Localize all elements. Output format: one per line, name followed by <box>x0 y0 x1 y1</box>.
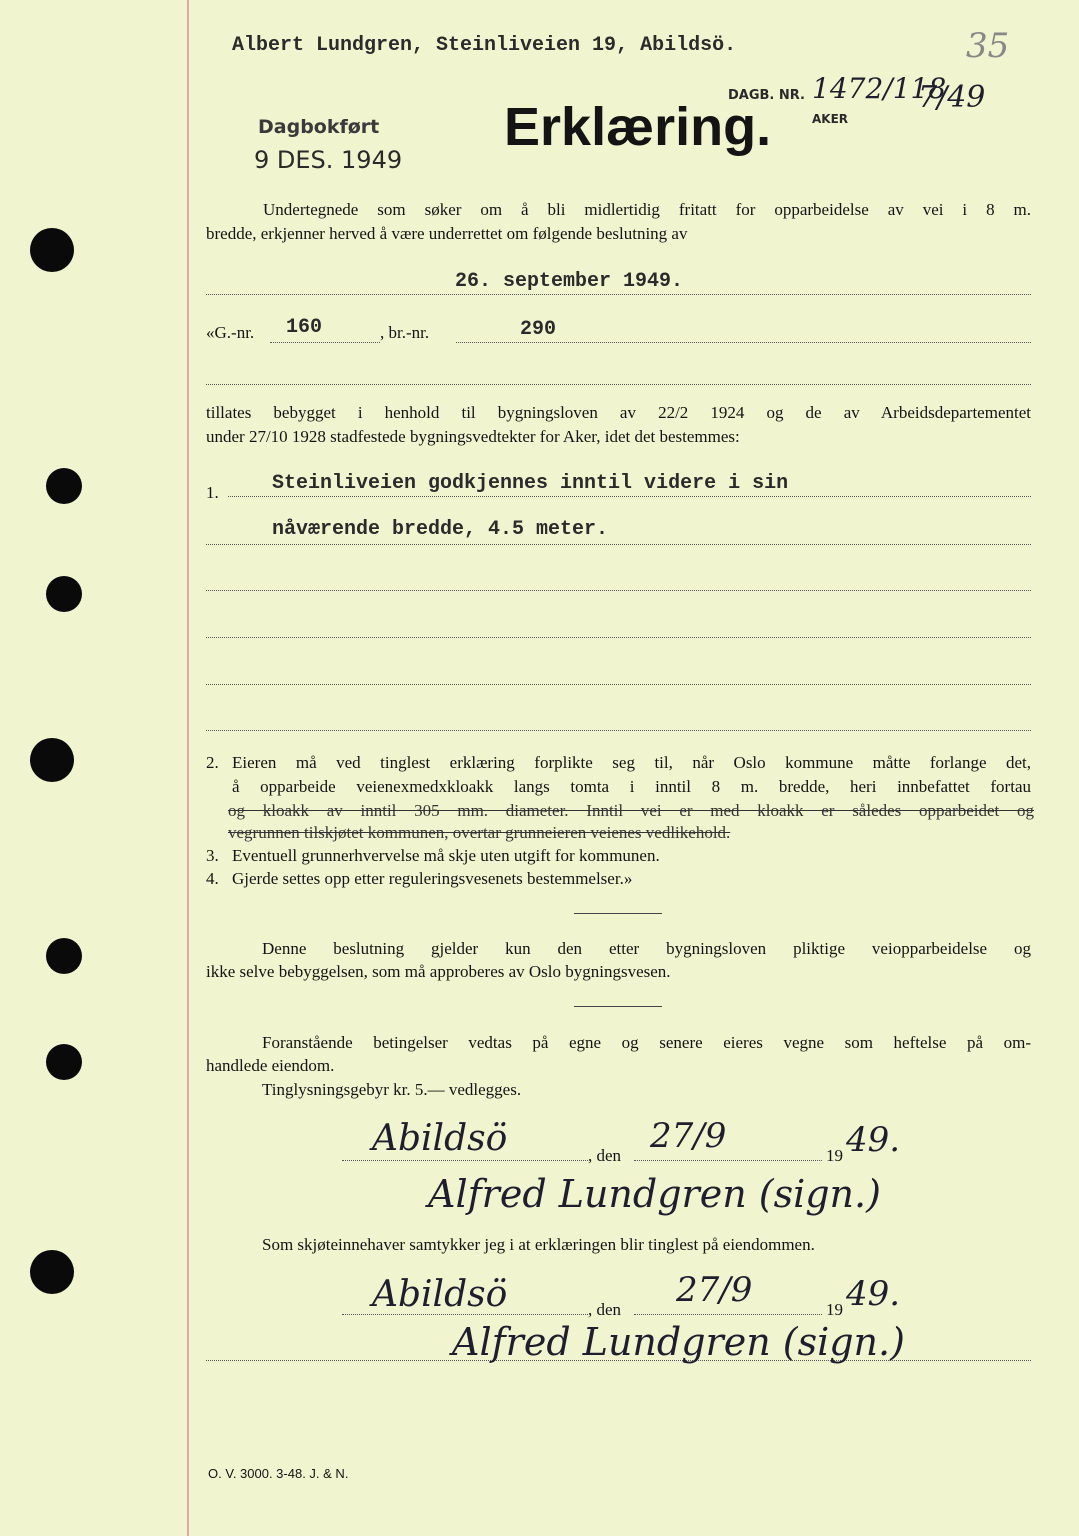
condition-line <box>228 496 1031 497</box>
sign1-den-label: , den <box>588 1146 622 1165</box>
stamp-date: 9 DES. 1949 <box>254 146 403 174</box>
intro-line-1: Undertegnede som søker om å bli midlertidig fritatt for opparbeidelse av vei i 8 m. <box>263 200 1031 219</box>
aker-label: AKER <box>812 112 849 126</box>
condition-4-number: 4. <box>206 869 219 888</box>
condition-line <box>206 637 1031 638</box>
punch-hole <box>46 1044 82 1080</box>
closing-line-1: Foranstående betingelser vedtas på egne og senere eieres vegne som heftelse på om- <box>262 1033 1031 1052</box>
page-number: 35 <box>966 26 1010 66</box>
section-divider <box>574 913 662 914</box>
bnr-value: 290 <box>520 318 557 341</box>
stamp-label: Dagbokført <box>258 116 380 138</box>
closing-line-2: handlede eiendom. <box>206 1056 335 1075</box>
punch-hole <box>46 468 82 504</box>
condition-1-line-2: nåværende bredde, 4.5 meter. <box>272 518 609 541</box>
condition-2-number: 2. <box>206 753 219 772</box>
place-line <box>342 1160 588 1161</box>
sign2-signature: Alfred Lundgren (sign.) <box>452 1320 905 1364</box>
condition-2-struck-line-1: og kloakk av inntil 305 mm. diameter. Inntil vei er med kloakk er således opparbeidet og <box>228 801 1034 820</box>
punch-hole <box>30 738 74 782</box>
header-address: Albert Lundgren, Steinliveien 19, Abildsö. <box>232 34 737 57</box>
consent-text: Som skjøteinnehaver samtykker jeg i at erklæringen blir tinglest på eiendommen. <box>262 1235 815 1254</box>
sign1-year-suffix: 49. <box>846 1120 901 1160</box>
bnr-line <box>456 342 1031 343</box>
intro-line-2: bredde, erkjenner herved å være underrettet om følgende beslutning av <box>206 224 688 243</box>
sign2-year-suffix: 49. <box>846 1274 901 1314</box>
date-line <box>634 1314 822 1315</box>
condition-2-struck-line-2: vegrunnen tilskjøtet kommunen, overtar grunneieren veienes vedlikehold. <box>228 823 731 842</box>
sign1-signature: Alfred Lundgren (sign.) <box>428 1172 881 1216</box>
date-line <box>206 294 1031 295</box>
decision-date: 26. september 1949. <box>455 270 684 293</box>
closing-line-3: Tinglysningsgebyr kr. 5.— vedlegges. <box>262 1080 522 1099</box>
condition-1-line-1: Steinliveien godkjennes inntil videre i sin <box>272 472 789 495</box>
punch-hole <box>46 576 82 612</box>
condition-2-line-2: å opparbeide veienexmedxkloakk langs tomta i inntil 8 m. bredde, heri innbefattet fortau <box>232 777 1031 796</box>
sign2-den-label: , den <box>588 1300 622 1319</box>
punch-hole <box>46 938 82 974</box>
sign1-place: Abildsö <box>372 1118 508 1159</box>
section-divider <box>574 1006 662 1007</box>
condition-1-number: 1. <box>206 483 219 502</box>
sign1-date: 27/9 <box>650 1116 727 1156</box>
condition-3-number: 3. <box>206 846 219 865</box>
condition-2-line-1: Eieren må ved tinglest erklæring forplikte seg til, når Oslo kommune måtte forlange det, <box>232 753 1031 772</box>
form-footer: O. V. 3000. 3-48. J. & N. <box>208 1466 349 1481</box>
condition-line <box>206 684 1031 685</box>
permit-line-1: tillates bebygget i henhold til bygningsloven av 22/2 1924 og de av Arbeidsdepartementet <box>206 403 1031 422</box>
note-line-1: Denne beslutning gjelder kun den etter bygningsloven pliktige veiopparbeidelse og <box>262 939 1031 958</box>
gnr-value: 160 <box>286 316 323 339</box>
sign2-place: Abildsö <box>372 1274 508 1315</box>
condition-3-text: Eventuell grunnerhvervelse må skje uten utgift for kommunen. <box>232 846 660 865</box>
condition-line <box>206 544 1031 545</box>
condition-line <box>206 730 1031 731</box>
sign1-year-prefix: 19 <box>826 1146 843 1165</box>
condition-line <box>206 590 1031 591</box>
punch-hole <box>30 228 74 272</box>
dagb-number: 1472/118 <box>812 72 947 105</box>
blank-line <box>206 384 1031 385</box>
sign2-year-prefix: 19 <box>826 1300 843 1319</box>
page-title: Erklæring. <box>504 97 772 157</box>
punch-hole <box>30 1250 74 1294</box>
bnr-label: , br.-nr. <box>380 323 430 342</box>
date-line <box>634 1160 822 1161</box>
dagb-label: DAGB. NR. <box>728 88 805 103</box>
gnr-label: «G.-nr. <box>206 323 255 342</box>
dagb-date: 7/49 <box>918 80 986 115</box>
note-line-2: ikke selve bebyggelsen, som må approberes av Oslo bygningsvesen. <box>206 962 671 981</box>
sign2-date: 27/9 <box>676 1270 753 1310</box>
condition-4-text: Gjerde settes opp etter reguleringsvesenets bestemmelser.» <box>232 869 633 888</box>
permit-line-2: under 27/10 1928 stadfestede bygningsvedtekter for Aker, idet det bestemmes: <box>206 427 740 446</box>
gnr-line <box>270 342 380 343</box>
margin-line <box>187 0 189 1536</box>
